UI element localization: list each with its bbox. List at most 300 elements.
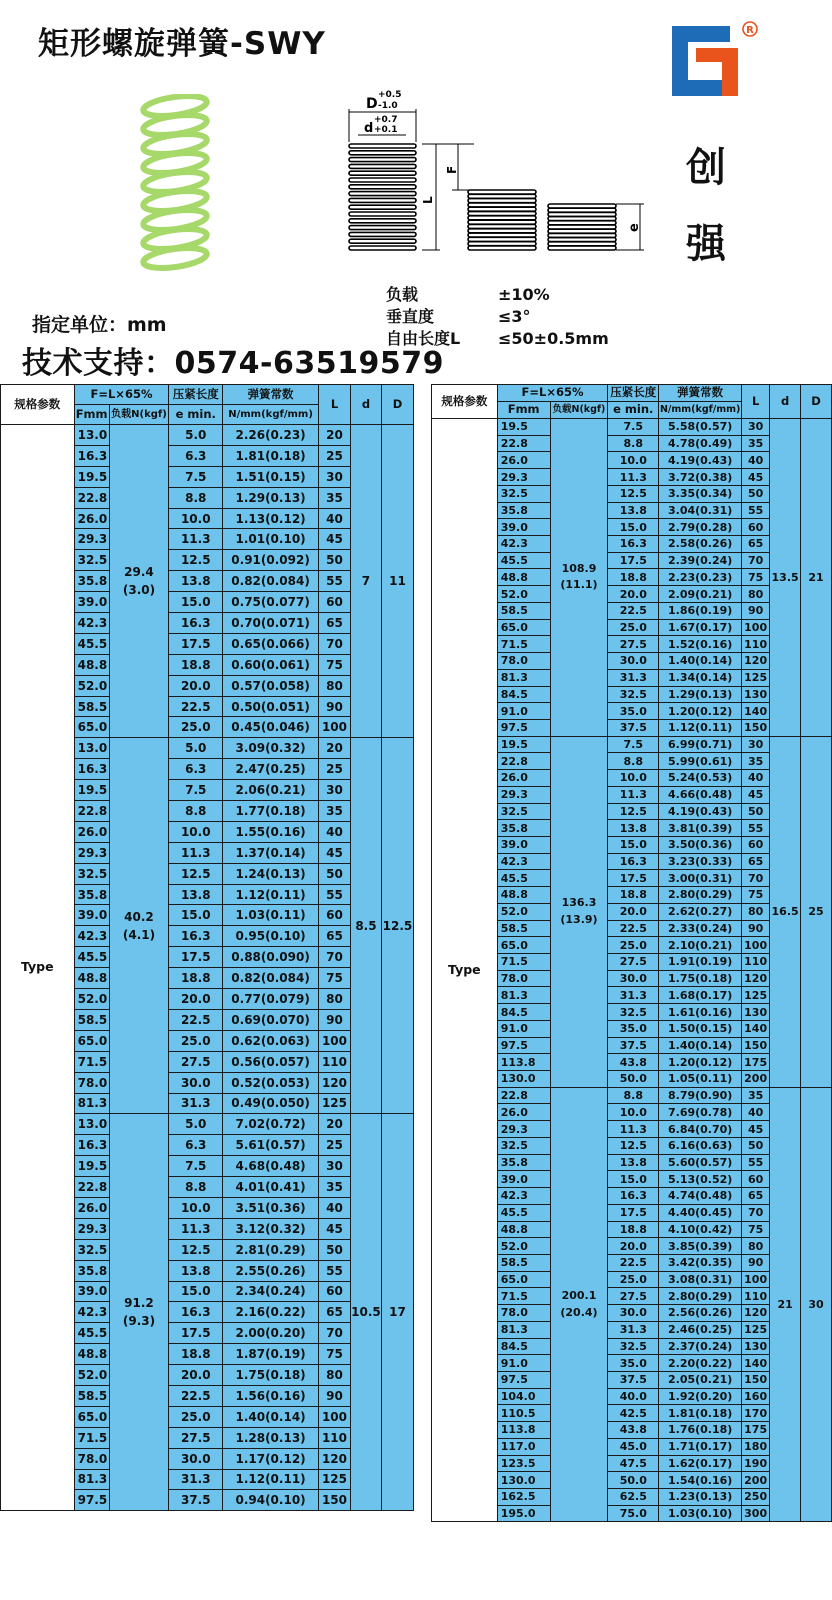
emin-cell: 7.5 bbox=[169, 780, 223, 801]
spring-constant-cell: 1.62(0.17) bbox=[659, 1455, 742, 1472]
fmm-cell: 26.0 bbox=[74, 508, 109, 529]
spring-constant-cell: 5.60(0.57) bbox=[659, 1154, 742, 1171]
emin-cell: 5.0 bbox=[169, 1114, 223, 1135]
emin-cell: 8.8 bbox=[608, 753, 659, 770]
emin-cell: 30.0 bbox=[608, 653, 659, 670]
fmm-cell: 35.8 bbox=[74, 1260, 109, 1281]
spring-constant-cell: 0.65(0.066) bbox=[223, 633, 319, 654]
emin-cell: 10.0 bbox=[608, 1104, 659, 1121]
spring-constant-cell: 3.42(0.35) bbox=[659, 1254, 742, 1271]
spec-row-load: 负载 ±10% bbox=[386, 285, 550, 304]
emin-cell: 11.3 bbox=[169, 1218, 223, 1239]
length-cell: 55 bbox=[742, 820, 770, 837]
spring-constant-cell: 4.19(0.43) bbox=[659, 803, 742, 820]
emin-cell: 13.8 bbox=[169, 884, 223, 905]
spring-constant-cell: 2.47(0.25) bbox=[223, 759, 319, 780]
emin-cell: 13.8 bbox=[608, 1154, 659, 1171]
emin-cell: 7.5 bbox=[169, 466, 223, 487]
emin-cell: 27.5 bbox=[608, 954, 659, 971]
load-cell bbox=[550, 736, 608, 1087]
length-cell: 175 bbox=[742, 1054, 770, 1071]
fmm-cell: 91.0 bbox=[497, 703, 550, 720]
emin-cell: 25.0 bbox=[608, 1271, 659, 1288]
emin-cell: 25.0 bbox=[608, 937, 659, 954]
fmm-cell: 29.3 bbox=[497, 469, 550, 486]
spring-constant-cell: 4.74(0.48) bbox=[659, 1188, 742, 1205]
length-cell: 30 bbox=[742, 419, 770, 436]
length-cell: 25 bbox=[319, 445, 351, 466]
length-cell: 45 bbox=[319, 529, 351, 550]
emin-cell: 7.5 bbox=[608, 736, 659, 753]
spring-constant-cell: 1.03(0.11) bbox=[223, 905, 319, 926]
brand-char-2: 强 bbox=[686, 221, 726, 267]
fmm-cell: 22.8 bbox=[497, 753, 550, 770]
spring-constant-cell: 0.60(0.061) bbox=[223, 654, 319, 675]
emin-cell: 22.5 bbox=[608, 1254, 659, 1271]
spring-constant-cell: 0.57(0.058) bbox=[223, 675, 319, 696]
length-cell: 250 bbox=[742, 1489, 770, 1506]
spring-constant-cell: 3.00(0.31) bbox=[659, 870, 742, 887]
length-cell: 20 bbox=[319, 738, 351, 759]
spring-constant-cell: 1.91(0.19) bbox=[659, 954, 742, 971]
header-L: L bbox=[319, 385, 351, 425]
spring-constant-cell: 1.40(0.14) bbox=[659, 1037, 742, 1054]
emin-cell: 25.0 bbox=[169, 1030, 223, 1051]
length-cell: 140 bbox=[742, 703, 770, 720]
emin-cell: 17.5 bbox=[169, 633, 223, 654]
fmm-cell: 58.5 bbox=[497, 1254, 550, 1271]
load-cell bbox=[109, 1114, 169, 1511]
emin-cell: 37.5 bbox=[608, 1371, 659, 1388]
spring-constant-cell: 7.02(0.72) bbox=[223, 1114, 319, 1135]
emin-cell: 35.0 bbox=[608, 1355, 659, 1372]
spring-constant-cell: 1.13(0.12) bbox=[223, 508, 319, 529]
page-title: 矩形螺旋弹簧-SWY bbox=[38, 26, 326, 62]
emin-cell: 16.3 bbox=[608, 853, 659, 870]
outer-D-cell: 17 bbox=[381, 1114, 413, 1511]
spring-constant-cell: 2.16(0.22) bbox=[223, 1302, 319, 1323]
load-kgf: (11.1) bbox=[560, 578, 598, 592]
type-cell: Type bbox=[1, 425, 75, 1511]
fmm-cell: 26.0 bbox=[497, 452, 550, 469]
spring-constant-cell: 0.88(0.090) bbox=[223, 947, 319, 968]
fmm-cell: 78.0 bbox=[74, 1072, 109, 1093]
brand-char-1: 创 bbox=[686, 145, 726, 191]
length-cell: 50 bbox=[319, 550, 351, 571]
emin-cell: 20.0 bbox=[169, 1365, 223, 1386]
length-cell: 120 bbox=[742, 653, 770, 670]
fmm-cell: 29.3 bbox=[74, 842, 109, 863]
emin-cell: 16.3 bbox=[608, 1188, 659, 1205]
fmm-cell: 32.5 bbox=[497, 803, 550, 820]
length-cell: 25 bbox=[319, 1135, 351, 1156]
length-cell: 90 bbox=[742, 602, 770, 619]
spring-constant-cell: 1.03(0.10) bbox=[659, 1505, 742, 1522]
fmm-cell: 130.0 bbox=[497, 1472, 550, 1489]
fmm-cell: 32.5 bbox=[74, 1239, 109, 1260]
emin-cell: 20.0 bbox=[608, 903, 659, 920]
load-kgf: (3.0) bbox=[122, 583, 156, 598]
length-cell: 40 bbox=[319, 1197, 351, 1218]
spring-constant-cell: 1.52(0.16) bbox=[659, 636, 742, 653]
fmm-cell: 45.5 bbox=[497, 870, 550, 887]
emin-cell: 18.8 bbox=[608, 569, 659, 586]
emin-cell: 30.0 bbox=[608, 970, 659, 987]
load-kgf: (20.4) bbox=[560, 1305, 598, 1319]
header-L: L bbox=[742, 385, 770, 419]
emin-cell: 16.3 bbox=[608, 536, 659, 553]
header-const: 弹簧常数 bbox=[659, 385, 742, 402]
length-cell: 125 bbox=[742, 669, 770, 686]
emin-cell: 10.0 bbox=[169, 821, 223, 842]
fmm-cell: 113.8 bbox=[497, 1054, 550, 1071]
fmm-cell: 16.3 bbox=[74, 1135, 109, 1156]
length-cell: 35 bbox=[319, 801, 351, 822]
F-label: F bbox=[445, 165, 459, 174]
spring-constant-cell: 2.46(0.25) bbox=[659, 1321, 742, 1338]
emin-cell: 27.5 bbox=[608, 636, 659, 653]
emin-cell: 15.0 bbox=[608, 1171, 659, 1188]
fmm-cell: 117.0 bbox=[497, 1438, 550, 1455]
spring-constant-cell: 3.12(0.32) bbox=[223, 1218, 319, 1239]
spring-constant-cell: 3.85(0.39) bbox=[659, 1238, 742, 1255]
header-nmm: N/mm(kgf/mm) bbox=[223, 405, 319, 425]
fmm-cell: 65.0 bbox=[74, 1030, 109, 1051]
emin-cell: 31.3 bbox=[608, 1321, 659, 1338]
length-cell: 55 bbox=[742, 502, 770, 519]
length-cell: 50 bbox=[319, 1239, 351, 1260]
spec-list bbox=[386, 284, 609, 350]
length-cell: 45 bbox=[319, 842, 351, 863]
length-cell: 150 bbox=[742, 1037, 770, 1054]
fmm-cell: 26.0 bbox=[74, 1197, 109, 1218]
length-cell: 60 bbox=[742, 519, 770, 536]
emin-cell: 30.0 bbox=[169, 1448, 223, 1469]
fmm-cell: 42.3 bbox=[497, 1188, 550, 1205]
length-cell: 90 bbox=[319, 1385, 351, 1406]
fmm-cell: 52.0 bbox=[74, 675, 109, 696]
emin-cell: 12.5 bbox=[608, 803, 659, 820]
length-cell: 80 bbox=[742, 903, 770, 920]
spring-constant-cell: 1.55(0.16) bbox=[223, 821, 319, 842]
spring-constant-cell: 1.92(0.20) bbox=[659, 1388, 742, 1405]
emin-cell: 7.5 bbox=[608, 419, 659, 436]
emin-cell: 12.5 bbox=[608, 1137, 659, 1154]
fmm-cell: 32.5 bbox=[497, 485, 550, 502]
length-cell: 110 bbox=[742, 636, 770, 653]
fmm-cell: 113.8 bbox=[497, 1422, 550, 1439]
emin-cell: 62.5 bbox=[608, 1489, 659, 1506]
emin-cell: 8.8 bbox=[608, 435, 659, 452]
spring-constant-cell: 1.01(0.10) bbox=[223, 529, 319, 550]
length-cell: 75 bbox=[742, 887, 770, 904]
length-cell: 125 bbox=[742, 1321, 770, 1338]
fmm-cell: 52.0 bbox=[497, 1238, 550, 1255]
fmm-cell: 84.5 bbox=[497, 686, 550, 703]
length-cell: 175 bbox=[742, 1422, 770, 1439]
length-cell: 120 bbox=[742, 1305, 770, 1322]
spring-constant-cell: 1.56(0.16) bbox=[223, 1385, 319, 1406]
length-cell: 110 bbox=[319, 1427, 351, 1448]
emin-cell: 37.5 bbox=[608, 719, 659, 736]
length-cell: 200 bbox=[742, 1472, 770, 1489]
emin-cell: 13.8 bbox=[169, 571, 223, 592]
fmm-cell: 71.5 bbox=[497, 954, 550, 971]
spring-constant-cell: 1.12(0.11) bbox=[223, 1469, 319, 1490]
spring-constant-cell: 3.51(0.36) bbox=[223, 1197, 319, 1218]
fmm-cell: 65.0 bbox=[74, 717, 109, 738]
spring-constant-cell: 2.55(0.26) bbox=[223, 1260, 319, 1281]
spring-constant-cell: 1.81(0.18) bbox=[223, 445, 319, 466]
spring-constant-cell: 1.17(0.12) bbox=[223, 1448, 319, 1469]
emin-cell: 27.5 bbox=[169, 1051, 223, 1072]
fmm-cell: 22.8 bbox=[497, 435, 550, 452]
spring-constant-cell: 2.09(0.21) bbox=[659, 586, 742, 603]
fmm-cell: 16.3 bbox=[74, 759, 109, 780]
length-cell: 30 bbox=[319, 780, 351, 801]
spring-constant-cell: 2.80(0.29) bbox=[659, 887, 742, 904]
emin-cell: 18.8 bbox=[169, 968, 223, 989]
spring-constant-cell: 1.50(0.15) bbox=[659, 1020, 742, 1037]
emin-cell: 75.0 bbox=[608, 1505, 659, 1522]
fmm-cell: 29.3 bbox=[74, 1218, 109, 1239]
emin-cell: 30.0 bbox=[169, 1072, 223, 1093]
emin-cell: 6.3 bbox=[169, 445, 223, 466]
header-D: D bbox=[801, 385, 832, 419]
emin-cell: 12.5 bbox=[608, 485, 659, 502]
fmm-cell: 130.0 bbox=[497, 1071, 550, 1088]
fmm-cell: 71.5 bbox=[497, 636, 550, 653]
spring-constant-cell: 1.87(0.19) bbox=[223, 1344, 319, 1365]
length-cell: 50 bbox=[742, 1137, 770, 1154]
length-cell: 60 bbox=[319, 1281, 351, 1302]
emin-cell: 32.5 bbox=[608, 1338, 659, 1355]
fmm-cell: 42.3 bbox=[74, 1302, 109, 1323]
emin-cell: 31.3 bbox=[169, 1093, 223, 1114]
length-cell: 150 bbox=[742, 1371, 770, 1388]
spec-table-left bbox=[0, 384, 414, 1511]
spring-constant-cell: 1.81(0.18) bbox=[659, 1405, 742, 1422]
fmm-cell: 19.5 bbox=[497, 419, 550, 436]
length-cell: 35 bbox=[742, 435, 770, 452]
fmm-cell: 42.3 bbox=[74, 926, 109, 947]
length-cell: 120 bbox=[319, 1072, 351, 1093]
spring-constant-cell: 3.23(0.33) bbox=[659, 853, 742, 870]
emin-cell: 17.5 bbox=[169, 1323, 223, 1344]
header-nmm: N/mm(kgf/mm) bbox=[659, 402, 742, 419]
D-tol-top: +0.5 bbox=[378, 90, 402, 100]
emin-cell: 25.0 bbox=[169, 717, 223, 738]
length-cell: 100 bbox=[742, 1271, 770, 1288]
spring-constant-cell: 1.86(0.19) bbox=[659, 602, 742, 619]
load-cell bbox=[550, 419, 608, 737]
fmm-cell: 39.0 bbox=[74, 905, 109, 926]
fmm-cell: 78.0 bbox=[497, 1305, 550, 1322]
length-cell: 110 bbox=[742, 954, 770, 971]
fmm-cell: 123.5 bbox=[497, 1455, 550, 1472]
spring-constant-cell: 2.56(0.26) bbox=[659, 1305, 742, 1322]
spring-constant-cell: 5.61(0.57) bbox=[223, 1135, 319, 1156]
unit-note: 指定单位：mm bbox=[32, 314, 167, 336]
length-cell: 60 bbox=[319, 905, 351, 926]
header-press: 压紧长度 bbox=[169, 385, 223, 405]
emin-cell: 43.8 bbox=[608, 1054, 659, 1071]
d-tol-bottom: +0.1 bbox=[374, 125, 398, 135]
wire-d-cell: 7 bbox=[350, 425, 381, 738]
fmm-cell: 26.0 bbox=[74, 821, 109, 842]
outer-D-cell: 12.5 bbox=[381, 738, 413, 1114]
spring-constant-cell: 1.20(0.12) bbox=[659, 703, 742, 720]
length-cell: 70 bbox=[742, 1204, 770, 1221]
length-cell: 150 bbox=[319, 1490, 351, 1511]
length-cell: 80 bbox=[319, 1365, 351, 1386]
spring-constant-cell: 2.10(0.21) bbox=[659, 937, 742, 954]
length-cell: 35 bbox=[319, 1177, 351, 1198]
fmm-cell: 22.8 bbox=[497, 1087, 550, 1104]
emin-cell: 5.0 bbox=[169, 738, 223, 759]
fmm-cell: 45.5 bbox=[497, 552, 550, 569]
length-cell: 190 bbox=[742, 1455, 770, 1472]
spring-constant-cell: 1.12(0.11) bbox=[223, 884, 319, 905]
length-cell: 55 bbox=[319, 1260, 351, 1281]
emin-cell: 12.5 bbox=[169, 550, 223, 571]
length-cell: 120 bbox=[742, 970, 770, 987]
emin-cell: 47.5 bbox=[608, 1455, 659, 1472]
length-cell: 70 bbox=[742, 870, 770, 887]
fmm-cell: 162.5 bbox=[497, 1489, 550, 1506]
emin-cell: 15.0 bbox=[608, 519, 659, 536]
length-cell: 20 bbox=[319, 425, 351, 446]
emin-cell: 11.3 bbox=[169, 842, 223, 863]
fmm-cell: 65.0 bbox=[497, 1271, 550, 1288]
d-tol-top: +0.7 bbox=[374, 115, 398, 125]
emin-cell: 15.0 bbox=[608, 836, 659, 853]
load-n: 108.9 bbox=[561, 561, 597, 575]
emin-cell: 32.5 bbox=[608, 686, 659, 703]
outer-D-cell: 21 bbox=[801, 419, 832, 737]
fmm-cell: 58.5 bbox=[497, 920, 550, 937]
fmm-cell: 45.5 bbox=[74, 633, 109, 654]
spring-constant-cell: 2.20(0.22) bbox=[659, 1355, 742, 1372]
length-cell: 100 bbox=[742, 937, 770, 954]
emin-cell: 8.8 bbox=[169, 801, 223, 822]
emin-cell: 10.0 bbox=[169, 1197, 223, 1218]
emin-cell: 25.0 bbox=[169, 1406, 223, 1427]
fmm-cell: 81.3 bbox=[497, 669, 550, 686]
fmm-cell: 45.5 bbox=[74, 947, 109, 968]
length-cell: 70 bbox=[319, 1323, 351, 1344]
header-fmm: Fmm bbox=[497, 402, 550, 419]
length-cell: 125 bbox=[319, 1093, 351, 1114]
fmm-cell: 52.0 bbox=[74, 1365, 109, 1386]
header-emin: e min. bbox=[169, 405, 223, 425]
spring-constant-cell: 0.62(0.063) bbox=[223, 1030, 319, 1051]
emin-cell: 11.3 bbox=[608, 1121, 659, 1138]
length-cell: 35 bbox=[742, 1087, 770, 1104]
length-cell: 65 bbox=[742, 536, 770, 553]
length-cell: 45 bbox=[742, 786, 770, 803]
fmm-cell: 65.0 bbox=[497, 937, 550, 954]
emin-cell: 13.8 bbox=[608, 502, 659, 519]
length-cell: 55 bbox=[319, 571, 351, 592]
header-spec: 规格参数 bbox=[1, 385, 75, 425]
fmm-cell: 42.3 bbox=[497, 853, 550, 870]
length-cell: 140 bbox=[742, 1355, 770, 1372]
emin-cell: 22.5 bbox=[608, 920, 659, 937]
emin-cell: 50.0 bbox=[608, 1472, 659, 1489]
fmm-cell: 52.0 bbox=[74, 989, 109, 1010]
emin-cell: 8.8 bbox=[608, 1087, 659, 1104]
emin-cell: 31.3 bbox=[608, 669, 659, 686]
spring-constant-cell: 0.77(0.079) bbox=[223, 989, 319, 1010]
fmm-cell: 110.5 bbox=[497, 1405, 550, 1422]
length-cell: 35 bbox=[319, 487, 351, 508]
length-cell: 300 bbox=[742, 1505, 770, 1522]
spring-constant-cell: 1.67(0.17) bbox=[659, 619, 742, 636]
emin-cell: 22.5 bbox=[169, 1009, 223, 1030]
emin-cell: 16.3 bbox=[169, 926, 223, 947]
fmm-cell: 48.8 bbox=[74, 968, 109, 989]
spring-constant-cell: 0.69(0.070) bbox=[223, 1009, 319, 1030]
emin-cell: 31.3 bbox=[169, 1469, 223, 1490]
spring-constant-cell: 0.95(0.10) bbox=[223, 926, 319, 947]
fmm-cell: 16.3 bbox=[74, 445, 109, 466]
fmm-cell: 48.8 bbox=[497, 887, 550, 904]
header-d: d bbox=[350, 385, 381, 425]
emin-cell: 22.5 bbox=[169, 696, 223, 717]
fmm-cell: 22.8 bbox=[74, 1177, 109, 1198]
fmm-cell: 35.8 bbox=[74, 884, 109, 905]
fmm-cell: 29.3 bbox=[497, 1121, 550, 1138]
emin-cell: 20.0 bbox=[169, 989, 223, 1010]
length-cell: 100 bbox=[319, 717, 351, 738]
emin-cell: 10.0 bbox=[169, 508, 223, 529]
emin-cell: 22.5 bbox=[608, 602, 659, 619]
emin-cell: 18.8 bbox=[169, 654, 223, 675]
load-n: 91.2 bbox=[124, 1296, 154, 1311]
spring-constant-cell: 0.82(0.084) bbox=[223, 571, 319, 592]
header-load: 负载N(kgf) bbox=[109, 405, 169, 425]
d-label: d bbox=[364, 121, 374, 136]
fmm-cell: 84.5 bbox=[497, 1338, 550, 1355]
fmm-cell: 48.8 bbox=[497, 569, 550, 586]
length-cell: 65 bbox=[319, 926, 351, 947]
spring-constant-cell: 0.75(0.077) bbox=[223, 592, 319, 613]
emin-cell: 8.8 bbox=[169, 1177, 223, 1198]
header-load: 负载N(kgf) bbox=[550, 402, 608, 419]
emin-cell: 35.0 bbox=[608, 1020, 659, 1037]
fmm-cell: 58.5 bbox=[74, 1009, 109, 1030]
fmm-cell: 22.8 bbox=[74, 487, 109, 508]
fmm-cell: 32.5 bbox=[74, 550, 109, 571]
fmm-cell: 71.5 bbox=[74, 1051, 109, 1072]
length-cell: 110 bbox=[319, 1051, 351, 1072]
spring-constant-cell: 3.72(0.38) bbox=[659, 469, 742, 486]
emin-cell: 18.8 bbox=[608, 887, 659, 904]
length-cell: 80 bbox=[319, 989, 351, 1010]
spring-constant-cell: 6.84(0.70) bbox=[659, 1121, 742, 1138]
spring-constant-cell: 0.49(0.050) bbox=[223, 1093, 319, 1114]
length-cell: 60 bbox=[319, 592, 351, 613]
length-cell: 120 bbox=[319, 1448, 351, 1469]
emin-cell: 12.5 bbox=[169, 1239, 223, 1260]
length-cell: 80 bbox=[319, 675, 351, 696]
fmm-cell: 65.0 bbox=[74, 1406, 109, 1427]
spec-row-perpendicularity: 垂直度 ≤3° bbox=[386, 307, 531, 326]
spring-constant-cell: 4.66(0.48) bbox=[659, 786, 742, 803]
fmm-cell: 71.5 bbox=[74, 1427, 109, 1448]
wire-d-cell: 8.5 bbox=[350, 738, 381, 1114]
